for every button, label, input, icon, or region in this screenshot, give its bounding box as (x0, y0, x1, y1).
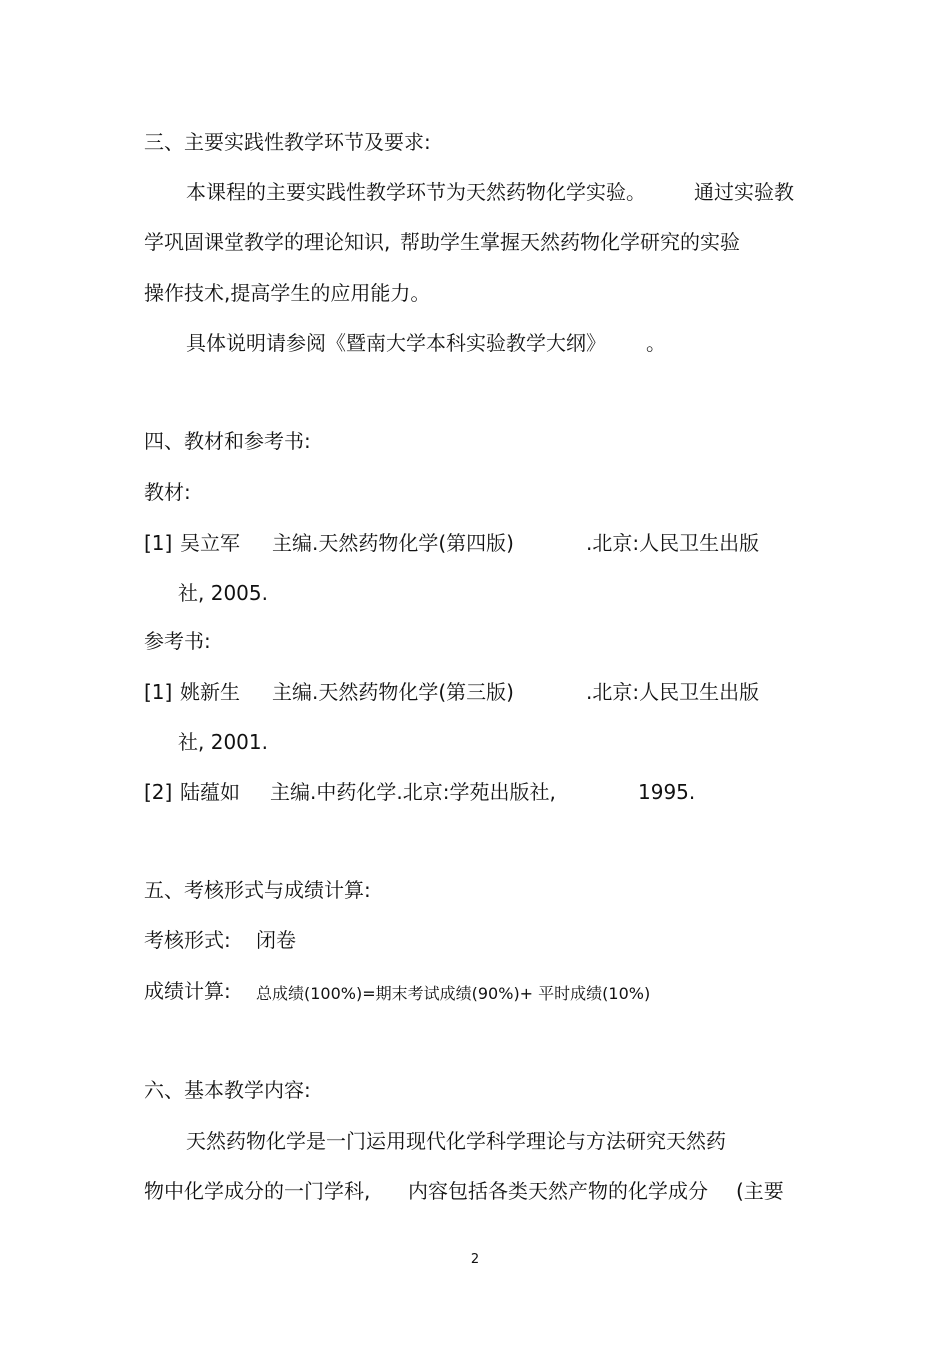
reference2-author: 陆蕴如 (180, 780, 240, 804)
section3-para-line1b: 通过实验教 (694, 180, 794, 204)
reference1-author: 姚新生 (180, 680, 240, 704)
section3-para2a: 具体说明请参阅《暨南大学本科实验教学大纲》 (186, 331, 606, 355)
reference2-line1b: 1995. (638, 780, 696, 804)
section3-para2b: 。 (646, 331, 666, 355)
exam-form-value: 闭卷 (256, 928, 296, 952)
exam-form-label: 考核形式: (144, 928, 231, 952)
textbook1-line1b: .北京:人民卫生出版 (586, 531, 760, 555)
textbook1-line1a: 主编.天然药物化学(第四版) (272, 531, 514, 555)
section3-para-line2a: 学巩固课堂教学的理论知识, (144, 230, 391, 254)
page-number: 2 (470, 1252, 480, 1267)
reference1-line1a: 主编.天然药物化学(第三版) (272, 680, 514, 704)
section6-line2b: 内容包括各类天然产物的化学成分 (408, 1179, 708, 1203)
reference2-number: [2] (144, 780, 173, 804)
reference-label: 参考书: (144, 629, 211, 653)
section3-para-line3: 操作技术,提高学生的应用能力。 (144, 281, 431, 305)
reference2-line1a: 主编.中药化学.北京:学苑出版社, (270, 780, 556, 804)
grade-calc-label: 成绩计算: (144, 979, 231, 1003)
reference1-line1b: .北京:人民卫生出版 (586, 680, 760, 704)
textbook-label: 教材: (144, 480, 191, 504)
section3-heading: 三、主要实践性教学环节及要求: (144, 130, 431, 154)
section5-heading: 五、考核形式与成绩计算: (144, 878, 371, 902)
section6-heading: 六、基本教学内容: (144, 1078, 311, 1102)
section3-para-line2b: 帮助学生掌握天然药物化学研究的实验 (400, 230, 740, 254)
textbook1-line2: 社, 2005. (178, 581, 268, 605)
reference1-line2: 社, 2001. (178, 730, 268, 754)
grade-calc-value: 总成绩(100%)=期末考试成绩(90%)+ 平时成绩(10%) (256, 984, 651, 1003)
textbook1-author: 吴立军 (180, 531, 240, 555)
section6-line1: 天然药物化学是一门运用现代化学科学理论与方法研究天然药 (186, 1129, 726, 1153)
section4-heading: 四、教材和参考书: (144, 429, 311, 453)
section6-line2a: 物中化学成分的一门学科, (144, 1179, 371, 1203)
textbook1-number: [1] (144, 531, 173, 555)
reference1-number: [1] (144, 680, 173, 704)
section6-line2c: (主要 (736, 1179, 784, 1203)
section3-para-line1a: 本课程的主要实践性教学环节为天然药物化学实验。 (186, 180, 646, 204)
